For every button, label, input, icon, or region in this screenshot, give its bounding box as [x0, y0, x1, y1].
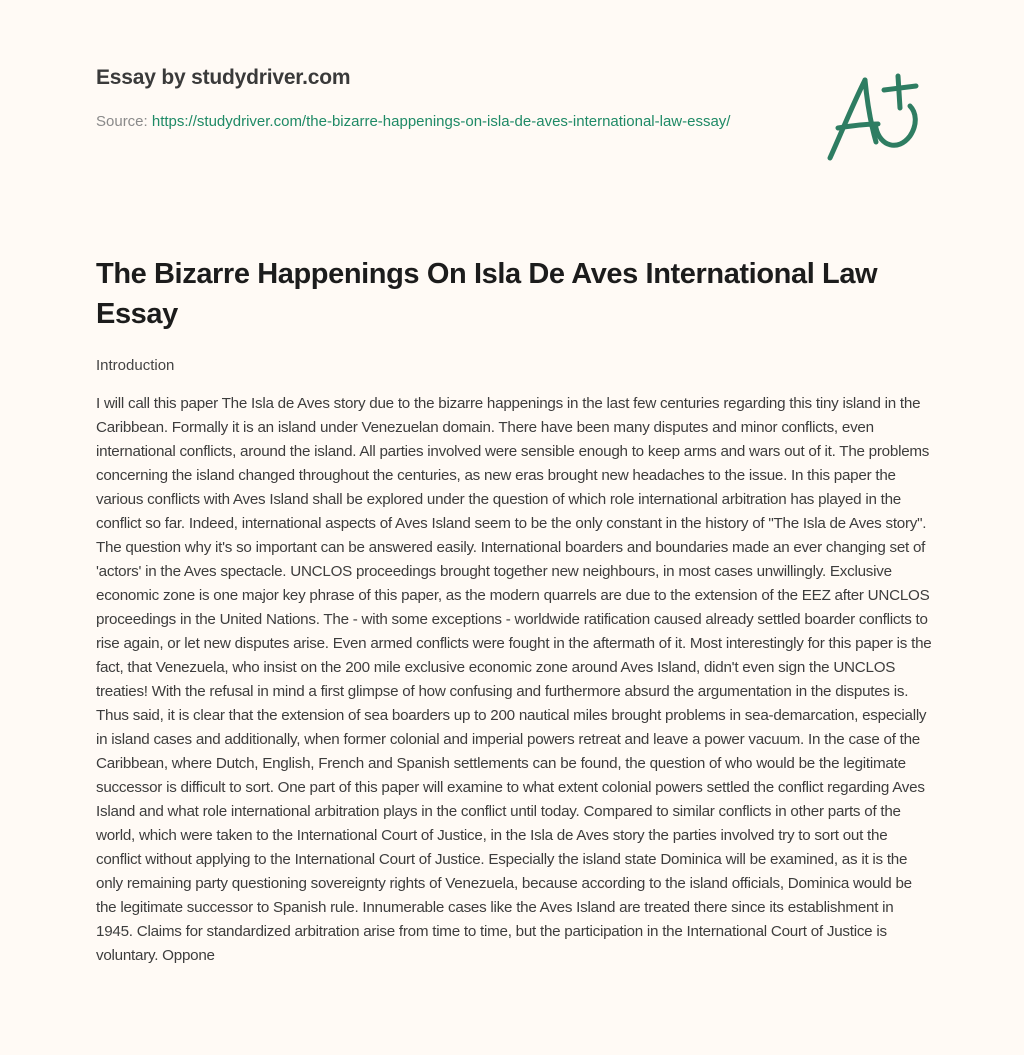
source-label: Source: [96, 113, 152, 130]
document-title: The Bizarre Happenings On Isla De Aves International Law Essay [96, 258, 878, 330]
source-line [96, 110, 756, 134]
site-title: Essay by studydriver.com [96, 66, 351, 89]
section-heading-introduction: Introduction [96, 357, 175, 374]
a-plus-grade-icon [820, 66, 930, 166]
document-body-paragraph: I will call this paper The Isla de Aves story due to the bizarre happenings in the last few centuries regarding this tiny island in the Caribbean. Formally it is an island under Venezuelan domain. There have been many disputes and minor conflicts, even international conflicts, around the island. All parties involved were sensible enough to keep arms and wars out of it. The problems concerning the island changed throughout the centuries, as new eras brought new headaches to the issue. In this paper the various conflicts with Aves Island shall be explored under the question of which role international arbitration has played in the conflict so far. Indeed, international aspects of Aves Island seem to be the only constant in the history of "The Isla de Aves story". The question why it's so important can be answered easily. International boarders and boundaries made an ever changing set of 'actors' in the Aves spectacle. UNCLOS proceedings brought together new neighbours, in most cases unwillingly. Exclusive economic zone is one major key phrase of this paper, as the modern quarrels are due to the extension of the EEZ after UNCLOS proceedings in the United Nations. The - with some exceptions - worldwide ratification caused already settled boarder conflicts to rise again, or let new disputes arise. Even armed conflicts were fought in the aftermath of it. Most interestingly for this paper is the fact, that Venezuela, who insist on the 200 mile exclusive economic zone around Aves Island, didn't even sign the UNCLOS treaties! With the refusal in mind a first glimpse of how confusing and furthermore absurd the argumentation in the disputes is. Thus said, it is clear that the extension of sea boarders up to 200 nautical miles brought problems in sea-demarcation, especially in island cases and additionally, when former colonial and imperial powers retreat and leave a power vacuum. In the case of the Caribbean, where Dutch, English, French and Spanish settlements can be found, the question of who would be the legitimate successor is difficult to sort. One part of this paper will examine to what extent colonial powers settled the conflict regarding Aves Island and what role international arbitration plays in the conflict until today. Compared to similar conflicts in other parts of the world, which were taken to the International Court of Justice, in the Isla de Aves story the parties involved try to sort out the conflict without applying to the International Court of Justice. Especially the island state Dominica will be examined, as it is the only remaining party questioning sovereignty rights of Venezuela, because according to the island officials, Dominica would be the legitimate successor to Spanish rule. Innumerable cases like the Aves Island are treated there since its establishment in 1945. Claims for standardized arbitration arise from time to time, but the participation in the International Court of Justice is voluntary. Oppone [96, 395, 932, 964]
source-link[interactable]: https://studydriver.com/the-bizarre-happenings-on-isla-de-aves-international-law-essay/ [151, 113, 731, 130]
page-header [96, 64, 756, 134]
